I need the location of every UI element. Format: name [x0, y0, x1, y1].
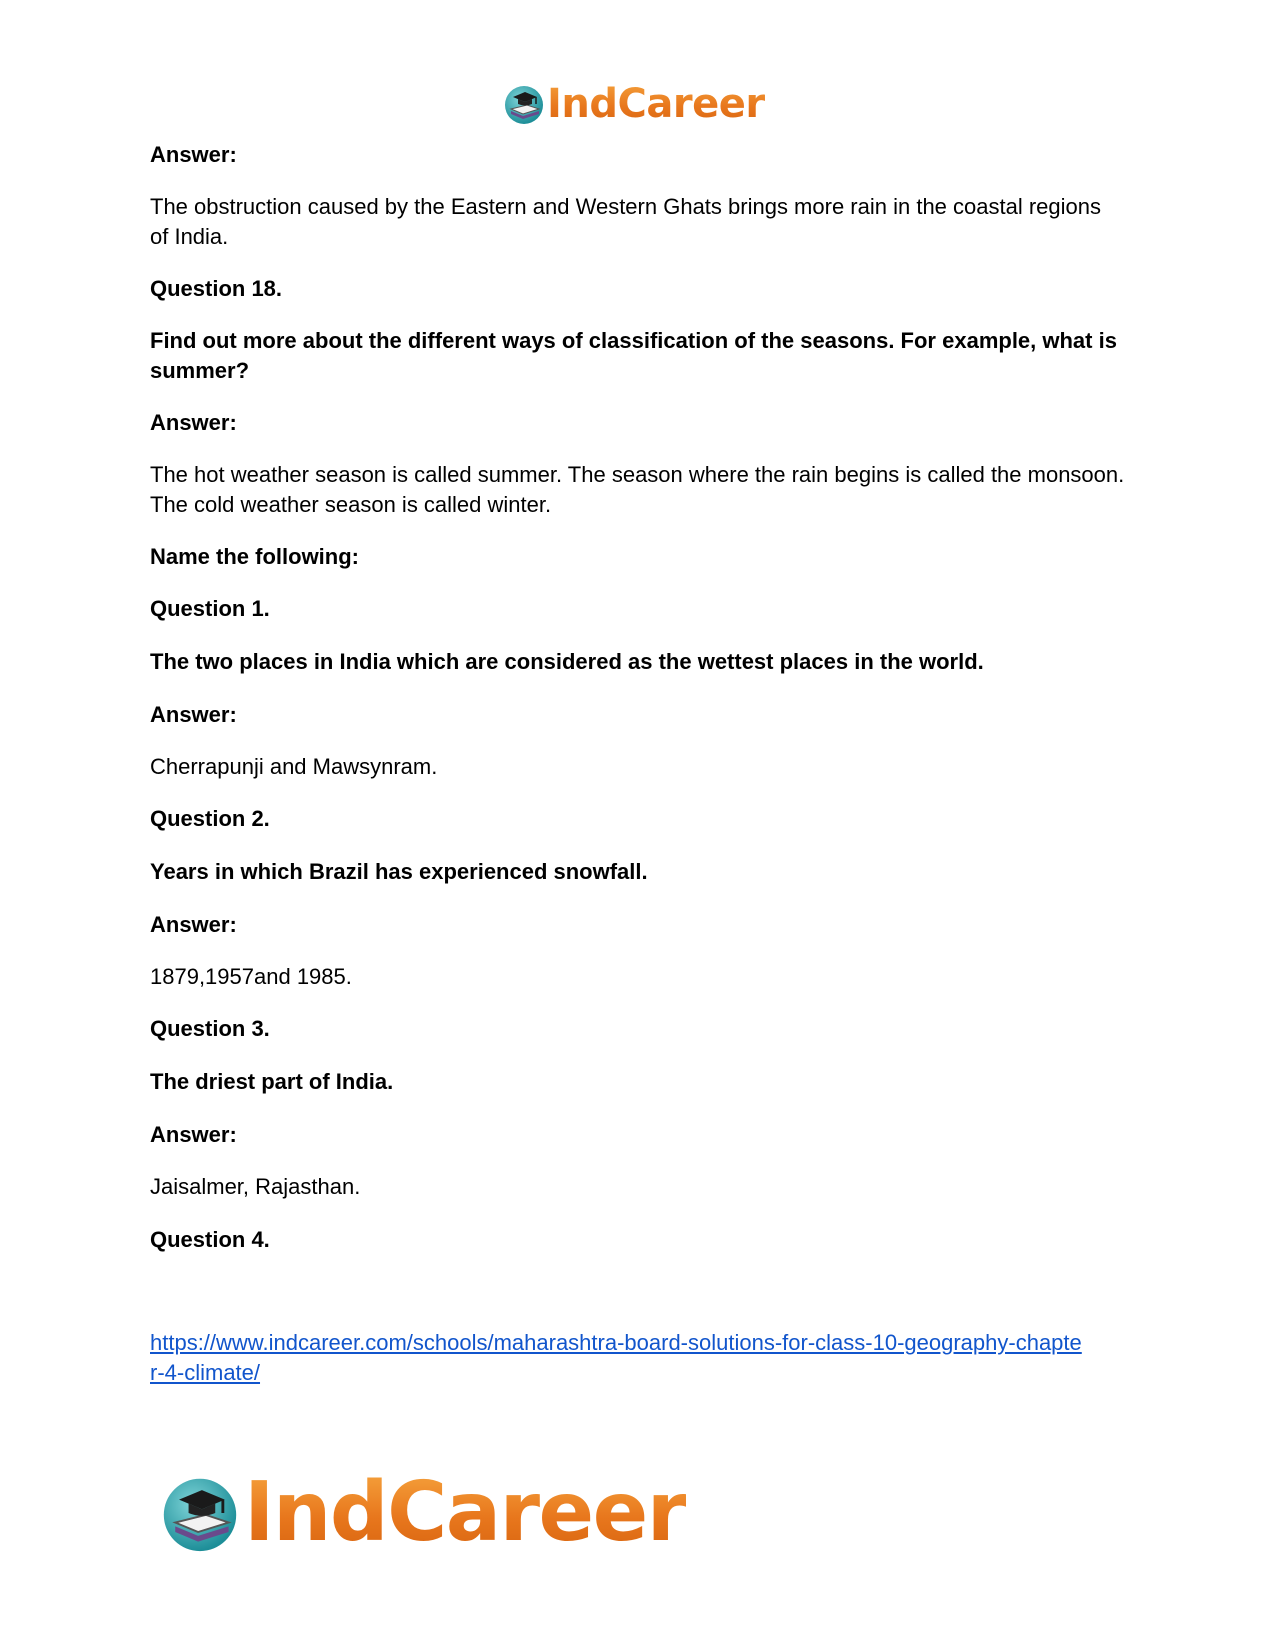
graduation-cap-book-icon	[503, 83, 545, 125]
answer-label: Answer:	[150, 1122, 237, 1147]
question-number: Question 4.	[150, 1227, 270, 1252]
answer-label: Answer:	[150, 142, 237, 167]
source-url-line-2[interactable]: r-4-climate/	[150, 1360, 261, 1385]
question-number: Question 1.	[150, 596, 270, 621]
question-text: The driest part of India.	[150, 1069, 394, 1094]
section-heading: Name the following:	[150, 544, 359, 569]
question-text: Find out more about the different ways of classification of the seasons. For example, what is summer?	[150, 328, 1117, 383]
header-logo-text: IndCareer	[547, 81, 765, 127]
answer-label: Answer:	[150, 912, 237, 937]
question-number: Question 18.	[150, 276, 283, 301]
graduation-cap-book-icon	[160, 1473, 240, 1553]
question-text: The two places in India which are considered as the wettest places in the world.	[150, 649, 984, 674]
answer-text: The hot weather season is called summer. The season where the rain begins is called the monsoon. The cold weather season is called winter.	[150, 462, 1125, 517]
answer-text: 1879,1957and 1985.	[150, 964, 352, 989]
question-text: Years in which Brazil has experienced snowfall.	[150, 859, 648, 884]
question-number: Question 2.	[150, 806, 270, 831]
footer-logo	[160, 1465, 686, 1560]
header-logo	[503, 80, 765, 128]
answer-text: Jaisalmer, Rajasthan.	[150, 1174, 361, 1199]
footer-logo-text: IndCareer	[244, 1465, 686, 1560]
answer-text: The obstruction caused by the Eastern and Western Ghats brings more rain in the coastal regions of India.	[150, 194, 1101, 249]
answer-text: Cherrapunji and Mawsynram.	[150, 754, 438, 779]
answer-label: Answer:	[150, 702, 237, 727]
source-url-link[interactable]	[150, 1328, 1125, 1388]
source-url-line-1[interactable]: https://www.indcareer.com/schools/maharashtra-board-solutions-for-class-10-geography-chapte	[150, 1330, 1082, 1355]
answer-label: Answer:	[150, 410, 237, 435]
question-number: Question 3.	[150, 1016, 270, 1041]
